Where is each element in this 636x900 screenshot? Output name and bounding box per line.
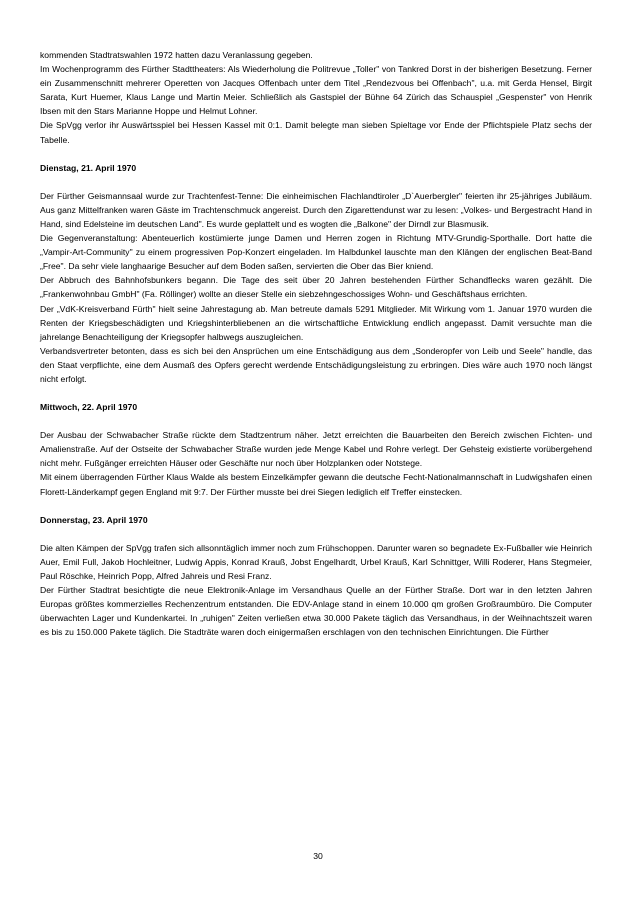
paragraph-spacer — [40, 499, 592, 513]
paragraph: Die alten Kämpen der SpVgg trafen sich allsonntäglich immer noch zum Frühschoppen. Darunter waren so begnadete Ex-Fußballer wie Heinrich Auer, Emil Full, Jakob Hochleitner, Ludwig Appis, Konrad Krauß, Jobst Engelhardt, Urbel Krauß, Karl Schnittger, Willi Roderer, Hans Stegmeier, Paul Röschke, Heinrich Popp, Alfred Jahreis und Resi Franz. — [40, 542, 592, 581]
paragraph: Die SpVgg verlor ihr Auswärtsspiel bei Hessen Kassel mit 0:1. Damit belegte man sieben Spieltage vor Ende der Pflichtspiele Platz sechs der Tabelle. — [40, 120, 592, 145]
paragraph: kommenden Stadtratswahlen 1972 hatten dazu Veranlassung gegeben. — [40, 50, 313, 60]
paragraph: Mit einem überragenden Fürther Klaus Walde als bestem Einzelkämpfer gewann die deutsche Fecht-Nationalmannschaft in Ludwigshafen einen Florett-Länderkampf gegen England mit 9:7. Der Fürther musste bei drei Siegen lediglich elf Treffer einstecken. — [40, 472, 592, 497]
paragraph-spacer — [40, 175, 592, 189]
paragraph-spacer — [40, 147, 592, 161]
date-heading: Dienstag, 21. April 1970 — [40, 162, 137, 173]
paragraph: Der Fürther Stadtrat besichtigte die neue Elektronik-Anlage im Versandhaus Quelle an der Fürther Straße. Dort war in den letzten Jahren Europas größtes kommerzielles Rechenzentrum entstanden. Die EDV-Anlage stand in einem 10.000 qm großen Großraumbüro. Die Computer überwachten Lager und Kundenkartei. In „ruhigen" Zeiten verließen etwa 30.000 Pakete täglich das Versandhaus, in der Weihnachtszeit waren es bis zu 150.000 Pakete täglich. Die Stadträte waren doch einigermaßen erschlagen von den technischen Einrichtungen. Die Fürther — [40, 585, 592, 638]
paragraph: Der Abbruch des Bahnhofsbunkers begann. Die Tage des seit über 20 Jahren bestehenden Fürther Schandflecks waren gezählt. Die „Frankenwohnbau GmbH" (Fa. Röllinger) wollte an dieser Stelle ein siebzehngeschossiges Wohn- und Geschäftshaus errichten. — [40, 275, 592, 300]
date-heading: Mittwoch, 22. April 1970 — [40, 402, 138, 413]
date-heading: Donnerstag, 23. April 1970 — [40, 514, 148, 525]
paragraph: Verbandsvertreter betonten, dass es sich bei den Ansprüchen um eine Entschädigung aus dem „Sonderopfer von Leib und Seele" handle, das den Staat verpflichte, eine dem Ausmaß des Opfers gerecht werdende Entschädigungsleistung zu erbringen. Dies wäre auch 1970 noch längst nicht erfolgt. — [40, 345, 592, 384]
paragraph: Der Ausbau der Schwabacher Straße rückte dem Stadtzentrum näher. Jetzt erreichten die Bauarbeiten den Bereich zwischen Fichten- und Amalienstraße. Auf der Ostseite der Schwabacher Straße wurden jede Menge Kabel und Rohre verlegt. Der Gehsteig existierte vorübergehend nicht mehr. Fußgänger erreichten Häuser oder Geschäfte nur noch über Holzplanken oder Notstege. — [40, 430, 592, 469]
paragraph: Die Gegenveranstaltung: Abenteuerlich kostümierte junge Damen und Herren zogen in Richtung MTV-Grundig-Sporthalle. Dort hatte die „Vampir-Art-Community" zu einem progressiven Pop-Konzert eingeladen. Im Halbdunkel lauschte man den Klängen der englischen Beat-Band „Free". Da sehr viele langhaarige Besucher auf dem Boden saßen, servierten die Ober das Bier kniend. — [40, 233, 592, 272]
page-number: 30 — [313, 851, 323, 861]
paragraph-spacer — [40, 386, 592, 400]
paragraph: Der Fürther Geismannsaal wurde zur Trachtenfest-Tenne: Die einheimischen Flachlandtiroler „D`Auerbergler" feierten ihr 25-jähriges Jubiläum. Aus ganz Mittelfranken waren Gäste im Trachtenschmuck angereist. Durch den Zigarettendunst war zu lesen: „Volkes- und Bergestracht Hand in Hand, sind Edelsteine im deutschen Land". Es wurde geplattelt und es wogten die „Balkone" der Dirndl zur Blasmusik. — [40, 190, 592, 229]
paragraph: Der „VdK-Kreisverband Fürth" hielt seine Jahrestagung ab. Man betreute damals 5291 Mitglieder. Mit Wirkung vom 1. Januar 1970 wurden die Renten der Kriegsbeschädigten und Kriegshinterbliebenen an die wirtschaftliche Entwicklung endlich angepasst. Damit versuchte man die jahrelange Benachteiligung der Kriegsopfer halbwegs auszugleichen. — [40, 303, 592, 342]
document-body — [40, 48, 592, 639]
paragraph-spacer — [40, 414, 592, 428]
paragraph-spacer — [40, 527, 592, 541]
paragraph: Im Wochenprogramm des Fürther Stadttheaters: Als Wiederholung die Politrevue „Toller" von Tankred Dorst in der bisherigen Besetzung. Ferner ein Zusammenschnitt mehrerer Operetten von Jacques Offenbach unter dem Titel „Rendezvous bei Offenbach", u.a. mit Gerda Hensel, Birgit Sarata, Kurt Huemer, Klaus Lange und Martin Meier. Schließlich als Gastspiel der Bühne 64 Zürich das Schauspiel „Gespenster" von Henrik Ibsen mit den Stars Marianne Hoppe und Helmut Lohner. — [40, 64, 592, 117]
